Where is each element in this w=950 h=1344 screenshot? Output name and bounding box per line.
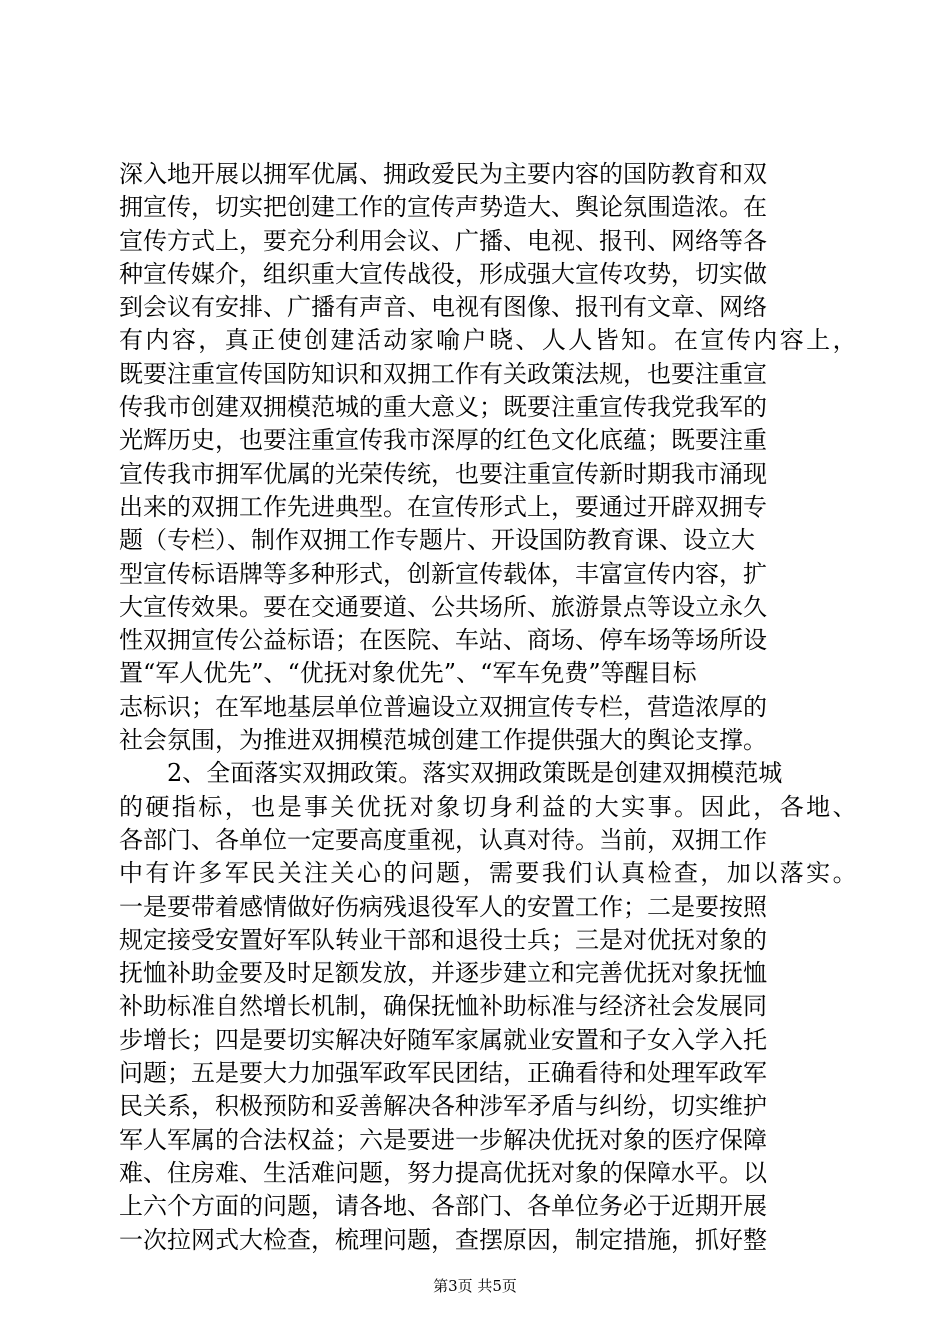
text-line: 问题；五是要大力加强军政军民团结，正确看待和处理军政军 [119,1059,767,1088]
text-line: 一次拉网式大检查，梳理问题，查摆原因，制定措施，抓好整 [119,1225,767,1254]
text-line: 光辉历史，也要注重宣传我市深厚的红色文化底蕴；既要注重 [119,426,767,455]
text-line: 步增长；四是要切实解决好随军家属就业安置和子女入学入托 [119,1025,767,1054]
text-line: 各部门、各单位一定要高度重视，认真对待。当前，双拥工作 [119,825,767,854]
text-line: 难、住房难、生活难问题，努力提高优抚对象的保障水平。以 [119,1158,767,1187]
text-line: 大宣传效果。要在交通要道、公共场所、旅游景点等设立永久 [119,592,767,621]
text-line: 一是要带着感情做好伤病残退役军人的安置工作；二是要按照 [119,892,767,921]
text-line: 型宣传标语牌等多种形式，创新宣传载体，丰富宣传内容，扩 [119,559,767,588]
text-line: 抚恤补助金要及时足额发放，并逐步建立和完善优抚对象抚恤 [119,959,767,988]
page-footer: 第3页 共5页 [433,1277,517,1295]
text-line: 深入地开展以拥军优属、拥政爱民为主要内容的国防教育和双 [119,160,767,188]
text-line: 拥宣传，切实把创建工作的宣传声势造大、舆论氛围造浓。在 [119,193,767,222]
text-line: 置“军人优先”、“优抚对象优先”、“军车免费”等醒目标 [119,659,697,688]
text-line: 2、全面落实双拥政策。落实双拥政策既是创建双拥模范城 [119,759,783,788]
text-line: 志标识；在军地基层单位普遍设立双拥宣传专栏，营造浓厚的 [119,692,767,721]
text-line: 规定接受安置好军队转业干部和退役士兵；三是对优抚对象的 [119,925,767,954]
text-line: 民关系，积极预防和妥善解决各种涉军矛盾与纠纷，切实维护 [119,1092,767,1121]
text-line: 既要注重宣传国防知识和双拥工作有关政策法规，也要注重宣 [119,359,767,388]
text-line: 题（专栏）、制作双拥工作专题片、开设国防教育课、设立大 [119,526,755,555]
text-line: 传我市创建双拥模范城的重大意义；既要注重宣传我党我军的 [119,393,767,422]
text-line: 社会氛围，为推进双拥模范城创建工作提供强大的舆论支撑。 [119,726,767,755]
text-line: 中有许多军民关注关心的问题，需要我们认真检查，加以落实。 [119,859,859,888]
text-line: 补助标准自然增长机制，确保抚恤补助标准与经济社会发展同 [119,992,767,1021]
text-line: 宣传方式上，要充分利用会议、广播、电视、报刊、网络等各 [119,226,767,255]
text-line: 宣传我市拥军优属的光荣传统，也要注重宣传新时期我市涌现 [119,459,767,488]
text-line: 军人军属的合法权益；六是要进一步解决优抚对象的医疗保障 [119,1125,767,1154]
text-line: 出来的双拥工作先进典型。在宣传形式上，要通过开辟双拥专 [119,492,767,521]
text-line: 上六个方面的问题，请各地、各部门、各单位务必于近期开展 [119,1192,767,1221]
text-line: 性双拥宣传公益标语；在医院、车站、商场、停车场等场所设 [119,626,767,655]
text-line: 到会议有安排、广播有声音、电视有图像、报刊有文章、网络 [119,293,767,322]
body-text [119,158,859,1257]
text-line: 的硬指标，也是事关优抚对象切身利益的大实事。因此，各地、 [119,792,859,821]
text-line: 有内容，真正使创建活动家喻户晓、人人皆知。在宣传内容上， [119,326,859,355]
text-line: 种宣传媒介，组织重大宣传战役，形成强大宣传攻势，切实做 [119,259,767,288]
